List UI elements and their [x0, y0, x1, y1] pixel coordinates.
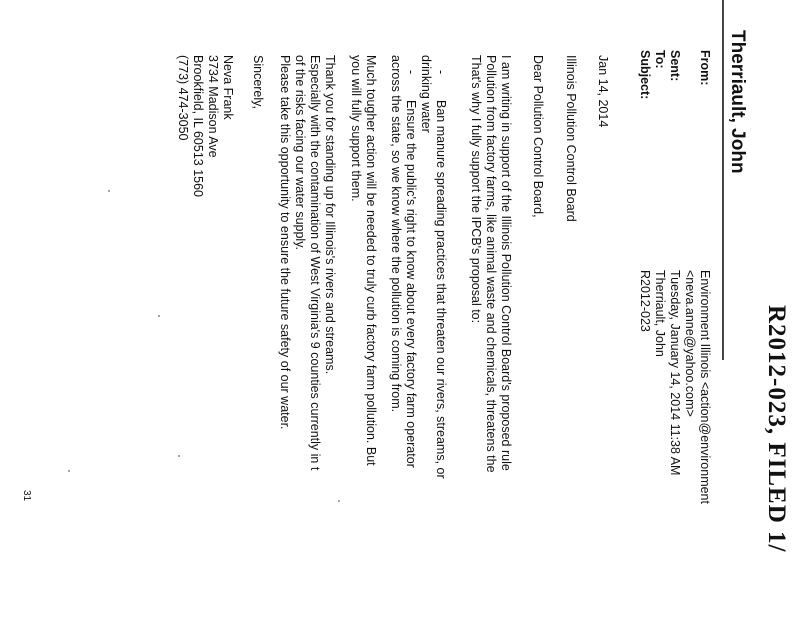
sent-value: Tuesday, January 14, 2014 11:38 AM	[668, 270, 682, 476]
scan-speck	[338, 500, 340, 502]
bullet1-line2: drinking water	[419, 55, 433, 133]
to-value: Therriault, John	[653, 270, 667, 357]
sender-name: Therriault, John	[727, 30, 748, 174]
paragraph2-line2: you will fully support them.	[349, 55, 363, 202]
scan-speck	[108, 190, 110, 192]
from-value-line2: <neva.anne@yahoo.com>	[683, 270, 697, 417]
letter-salutation: Dear Pollution Control Board,	[531, 55, 545, 218]
subject-value: R2012-023	[638, 270, 652, 332]
subject-label: Subject:	[638, 50, 652, 100]
bullet1-dash: -	[434, 70, 448, 75]
letter-recipient: Illinois Pollution Control Board	[564, 55, 578, 222]
bullet1-line1: Ban manure spreading practices that threaten our rivers, streams, or	[434, 100, 448, 479]
signature-name: Neva Frank	[221, 55, 235, 120]
to-label: To:	[653, 50, 667, 69]
paragraph3-line3: of the risks facing our water supply.	[293, 55, 307, 250]
paragraph3-line4: Please take this opportunity to ensure the future safety of our water.	[278, 55, 292, 430]
scan-speck	[68, 470, 70, 472]
paragraph3-line1: Thank you for standing up for Illinois's rivers and streams.	[323, 55, 337, 375]
page-number: 31	[21, 490, 32, 502]
paragraph3-line2: Especially with the contamination of West Virginia's 9 counties currently in t	[308, 55, 322, 471]
letter-closing: Sincerely,	[251, 55, 265, 109]
from-value-line1: Environment Illinois <action@environment	[698, 270, 712, 504]
bullet2-line1: Ensure the public's right to know about every factory farm operator	[404, 100, 418, 468]
letter-date: Jan 14, 2014	[596, 55, 610, 128]
header-divider	[722, 0, 724, 360]
bullet2-dash: -	[404, 70, 418, 75]
from-label: From:	[698, 50, 712, 86]
scan-speck	[158, 315, 160, 317]
paragraph2-line1: Much tougher action will be needed to truly curb factory farm pollution. But	[364, 55, 378, 466]
scan-speck	[178, 455, 180, 457]
signature-city: Brookfield, IL 60513 1560	[191, 55, 205, 198]
bullet2-line2: across the state, so we know where the pollution is coming from.	[389, 55, 403, 413]
paragraph1-line1: I am writing in support of the Illinois Pollution Control Board's proposed rule	[499, 55, 513, 471]
sent-label: Sent:	[668, 50, 682, 82]
signature-address: 3734 Madison Ave	[206, 55, 220, 158]
signature-phone: (773) 474-3050	[176, 55, 190, 141]
paragraph1-line2: Pollution from factory farms, like animal waste and chemicals, threatens the	[484, 55, 498, 473]
filing-stamp: R2012-023, FILED 1/	[763, 305, 790, 553]
paragraph1-line3: That's why I fully support the IPCB's proposal to:	[469, 55, 483, 324]
